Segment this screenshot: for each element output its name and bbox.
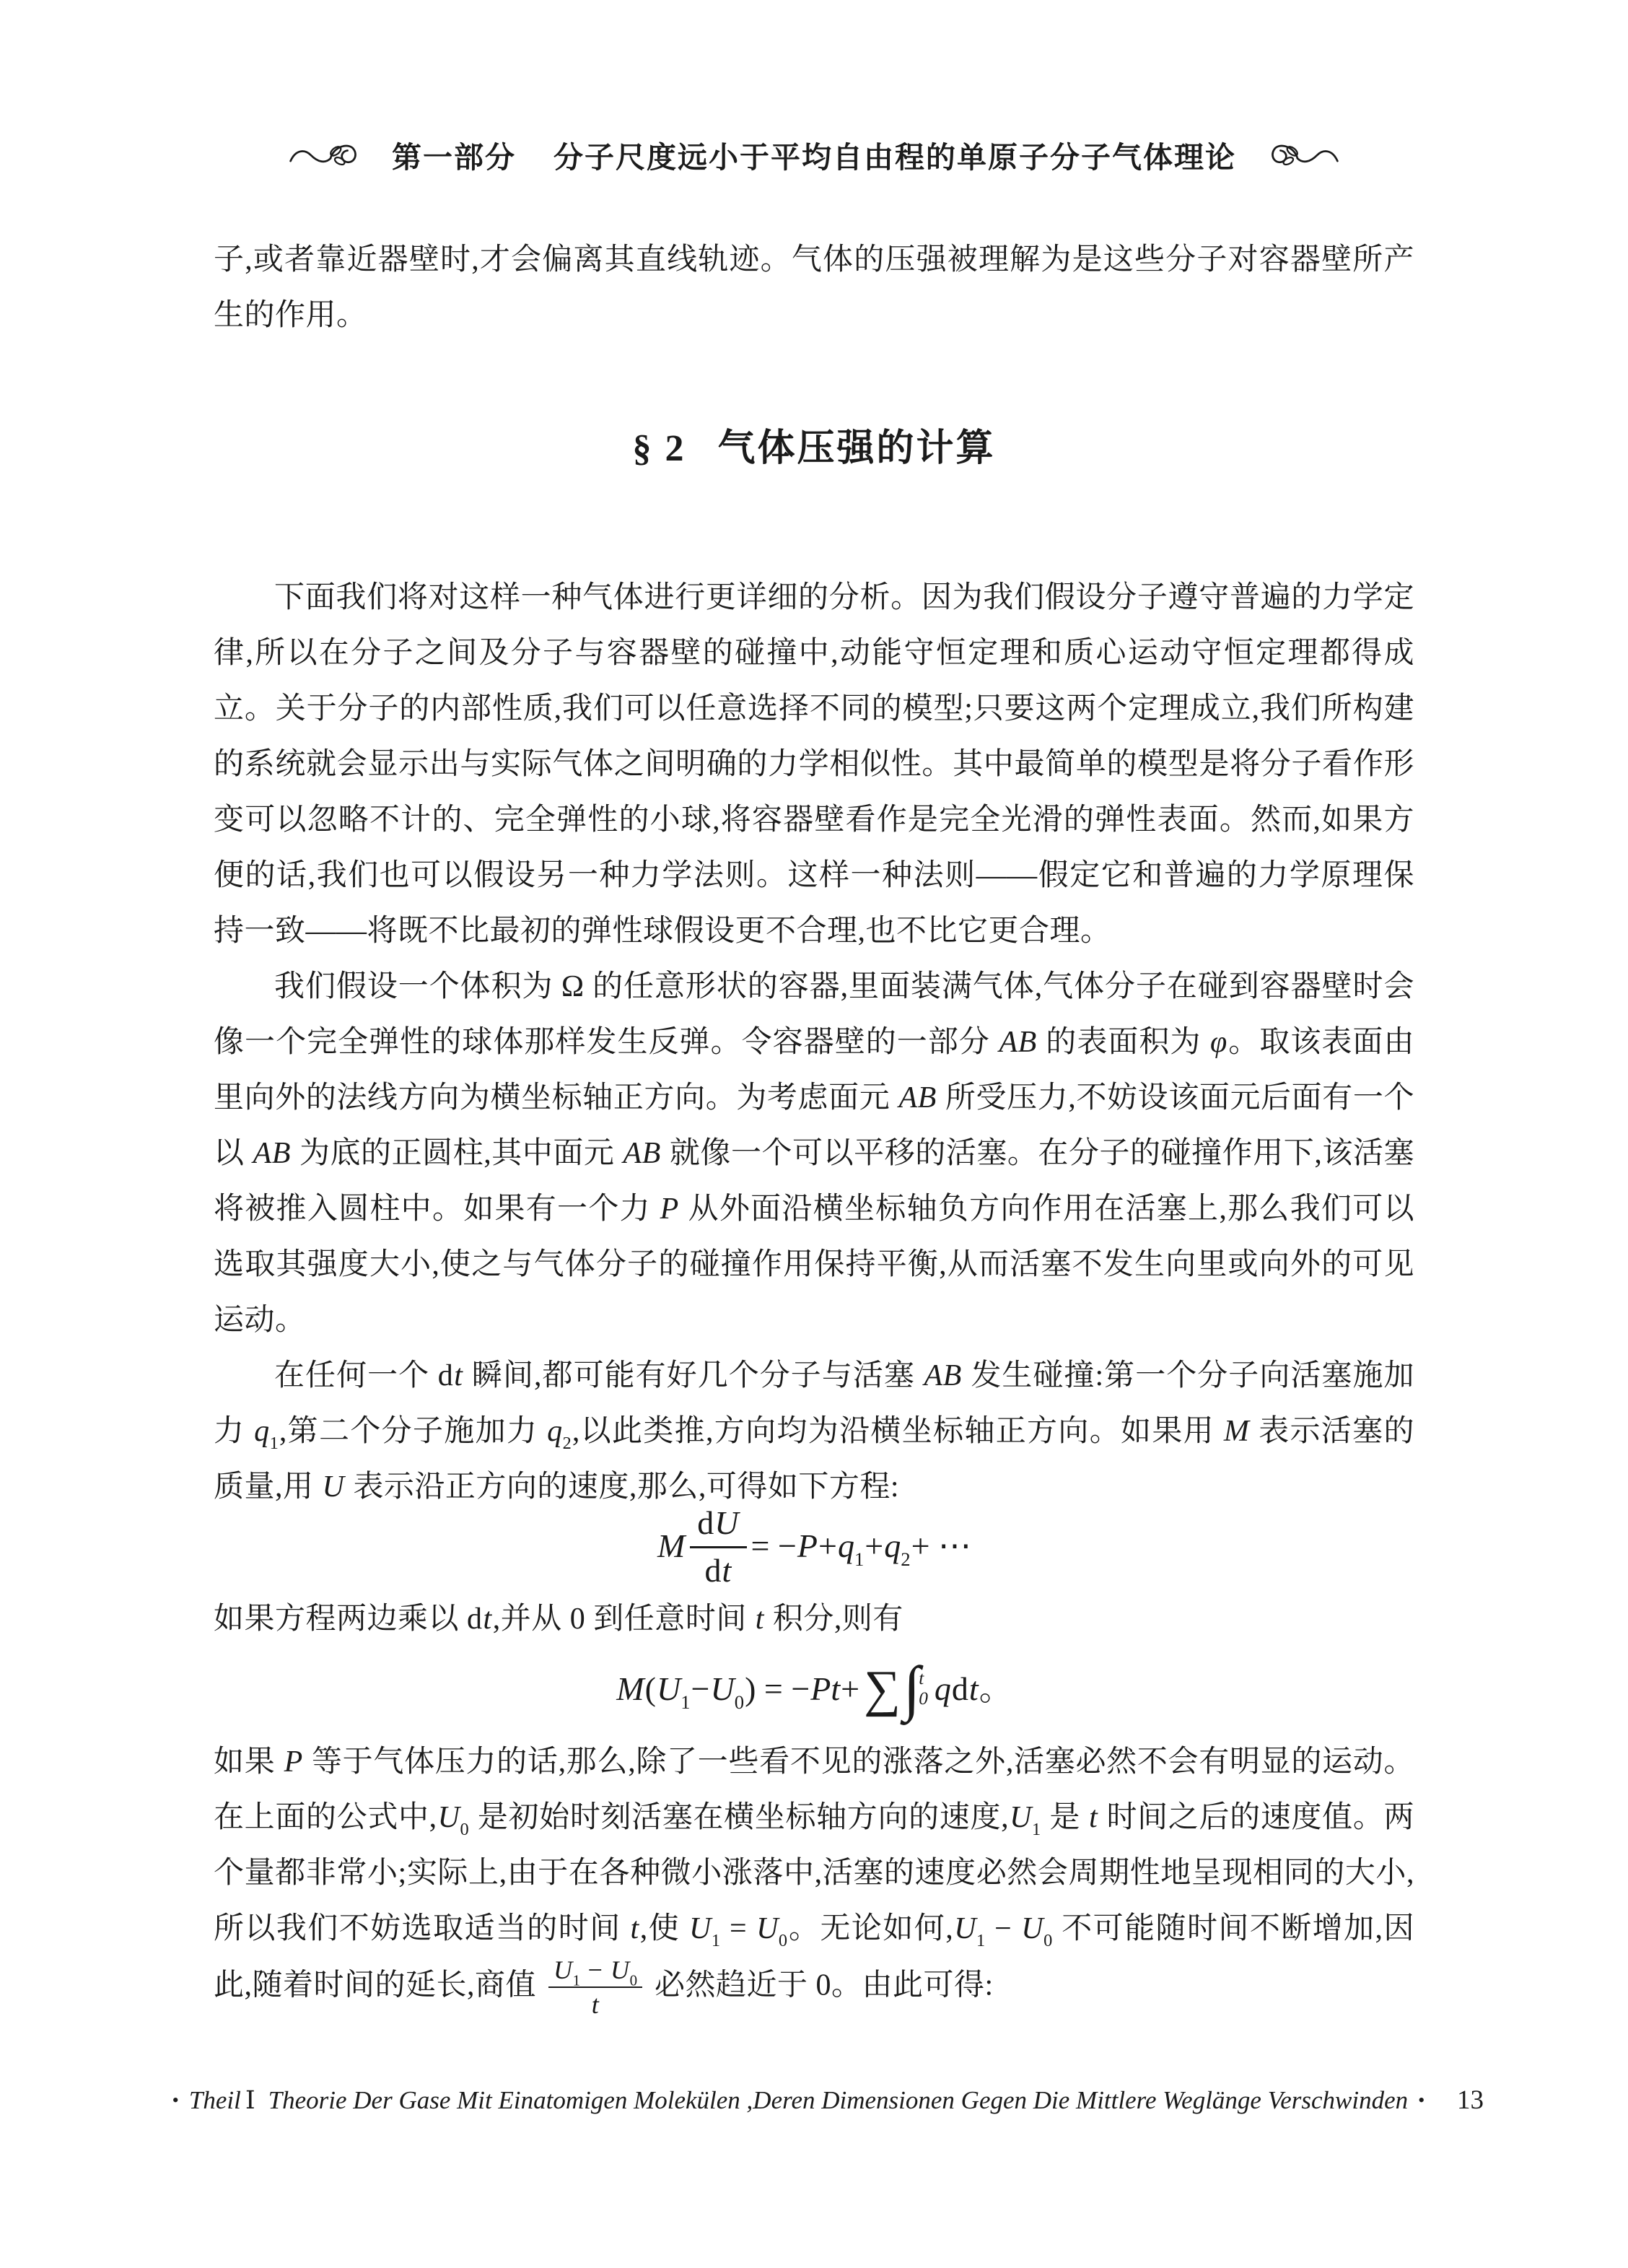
section-title: 气体压强的计算 <box>717 428 996 469</box>
running-head-part: 第一部分 <box>392 140 516 174</box>
flourish-right-icon <box>1255 137 1340 172</box>
footer-bullet-right: • <box>1418 2090 1425 2111</box>
footer-part-numeral: Ⅰ <box>245 2086 255 2114</box>
footer-part-word: Theil <box>188 2086 241 2114</box>
equation-integrated-momentum: M ( $U_1$ − $U_0$ ) = − Pt + ∑ ∫ t 0 q d t 。 <box>616 1654 1012 1723</box>
body-paragraph-4: 如果方程两边乘以 dt,并从 0 到任意时间 t 积分,则有 <box>214 1602 903 1636</box>
page-footer <box>160 2085 1484 2116</box>
equation-piston-momentum: M $\frac{dU}{dt}$ = − P + $q_1$ + $q_2$ + ⋯ <box>657 1504 972 1589</box>
body-paragraph-3: 在任何一个 dt 瞬间,都可能有好几个分子与活塞 AB 发生碰撞:第一个分子向活塞施加力 $q_1$,第二个分子施加力 $q_2$,以此类推,方向均为沿横坐标轴正方向。如果用 M 表示活塞的质量,用 U 表示沿正方向的速度,那么,可得如下方程: <box>214 1359 1414 1504</box>
section-heading <box>0 417 1628 471</box>
footer-running-title <box>160 2086 1437 2115</box>
body-paragraph-1: 下面我们将对这样一种气体进行更详细的分析。因为我们假设分子遵守普遍的力学定律,所以在分子之间及分子与容器壁的碰撞中,动能守恒定理和质心运动守恒定理都得成立。关于分子的内部性质,我们可以任意选择不同的模型;只要这两个定理成立,我们所构建的系统就会显示出与实际气体之间明确的力学相似性。其中最简单的模型是将分子看作形变可以忽略不计的、完全弹性的小球,将容器壁看作是完全光滑的弹性表面。然而,如果方便的话,我们也可以假设另一种力学法则。这样一种法则——假定它和普遍的力学原理保持一致——将既不比最初的弹性球假设更不合理,也不比它更合理。 <box>214 581 1414 948</box>
flourish-left-icon <box>288 137 373 172</box>
running-head-title: 分子尺度远小于平均自由程的单原子分子气体理论 <box>553 140 1236 174</box>
body-paragraph-intro: 子,或者靠近器壁时,才会偏离其直线轨迹。气体的压强被理解为是这些分子对容器壁所产生的作用。 <box>214 243 1414 332</box>
footer-bullet-left: • <box>172 2090 179 2111</box>
running-head <box>0 131 1628 178</box>
page-number: 13 <box>1457 2085 1484 2115</box>
body-paragraph-2: 我们假设一个体积为 Ω 的任意形状的容器,里面装满气体,气体分子在碰到容器壁时会像一个完全弹性的球体那样发生反弹。令容器壁的一部分 AB 的表面积为 φ。取该表面由里向外的法线方向为横坐标轴正方向。为考虑面元 AB 所受压力,不妨设该面元后面有一个以 AB 为底的正圆柱,其中面元 AB 就像一个可以平移的活塞。在分子的碰撞作用下,该活塞将被推入圆柱中。如果有一个力 P 从外面沿横坐标轴负方向作用在活塞上,那么我们可以选取其强度大小,使之与气体分子的碰撞作用保持平衡,从而活塞不发生向里或向外的可见运动。 <box>214 970 1414 1337</box>
body-paragraph-5: 如果 P 等于气体压力的话,那么,除了一些看不见的涨落之外,活塞必然不会有明显的运动。在上面的公式中$,U_0$ 是初始时刻活塞在横坐标轴方向的速度$,U_1$ 是 t 时间之后的速度值。两个量都非常小;实际上,由于在各种微小涨落中,活塞的速度必然会周期性地呈现相同的大小,所以我们不妨选取适当的时间 t,使 $U_1 = U_0$。无论如何$,U_1 - U_0$ 不可能随时间不断增加,因此,随着时间的延长,商值 $\frac{U_1 - U_0}{t}$ 必然趋近于 0。由此可得: <box>214 1745 1414 2019</box>
footer-title-text: Theorie Der Gase Mit Einatomigen Molekülen ,Deren Dimensionen Gegen Die Mittlere Weglänge Verschwinden <box>268 2086 1409 2114</box>
section-number: § 2 <box>632 428 686 469</box>
